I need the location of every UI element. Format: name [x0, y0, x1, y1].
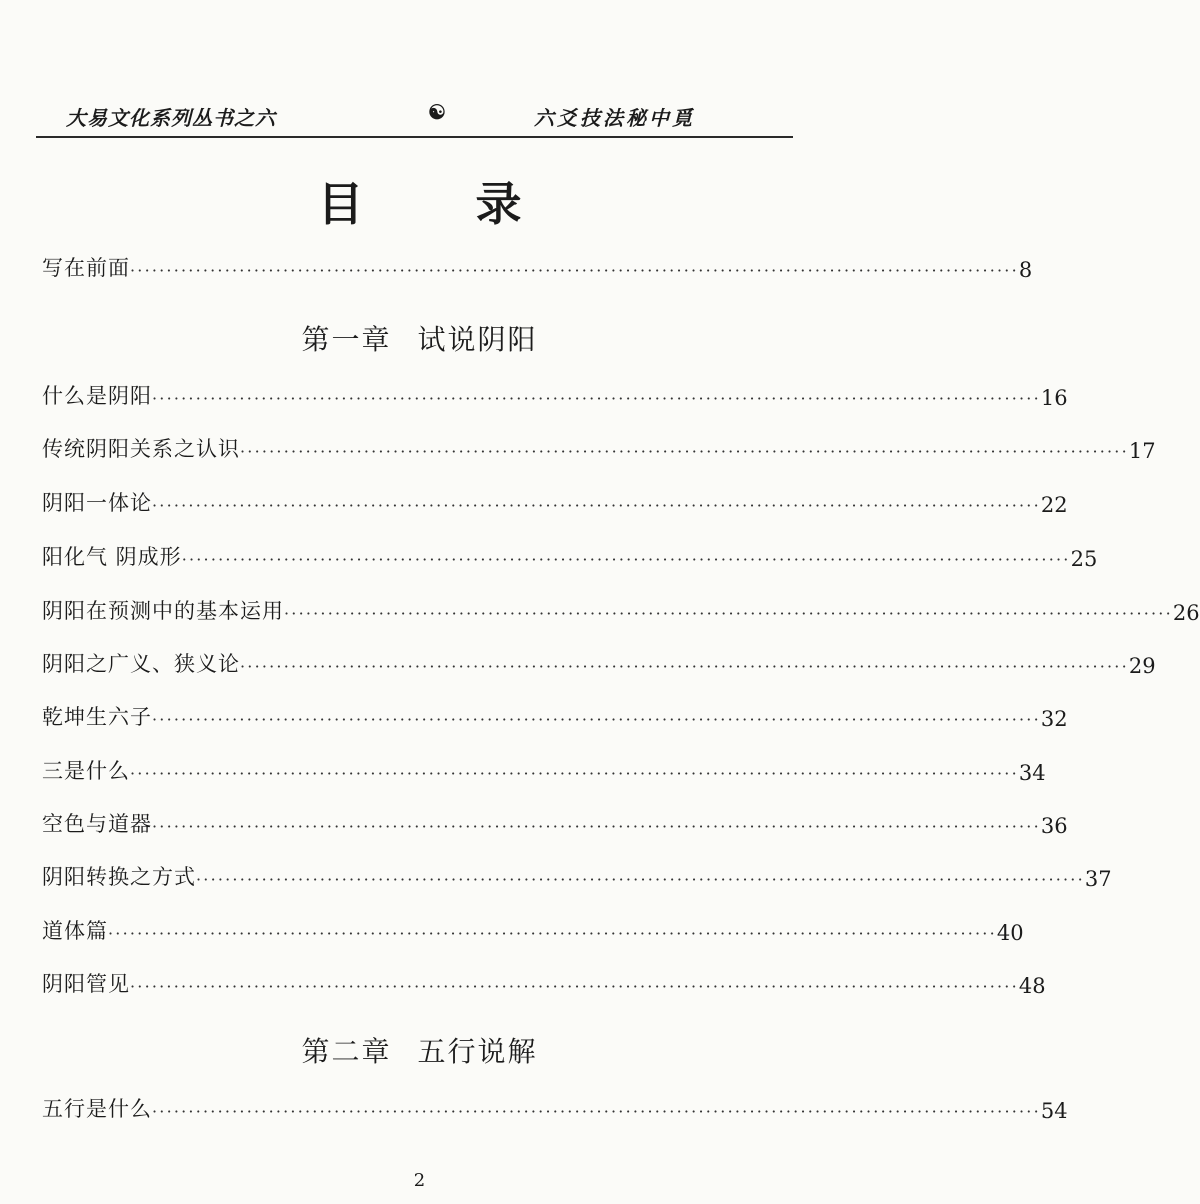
entry-title: 阴阳管见	[42, 972, 130, 996]
dot-leader: ··························································································································	[181, 550, 1071, 569]
entry-title: 空色与道器	[42, 812, 152, 836]
toc-entry[interactable]	[42, 487, 1068, 517]
dot-leader: ··························································································································	[130, 764, 1019, 783]
entry-page: 32	[1040, 707, 1068, 731]
entry-title: 三是什么	[42, 759, 130, 783]
toc-entry[interactable]	[42, 541, 1098, 571]
entry-page: 16	[1040, 386, 1068, 410]
toc-entry[interactable]	[42, 808, 1068, 838]
entry-title: 道体篇	[42, 919, 108, 943]
dot-leader: ··························································································································	[240, 657, 1129, 676]
entry-page: 26	[1172, 601, 1200, 625]
entry-page: 54	[1040, 1099, 1068, 1123]
entry-page: 37	[1084, 867, 1112, 891]
entry-page: 29	[1128, 654, 1156, 678]
chapter-title: 五行说解	[417, 1035, 538, 1068]
toc-entry[interactable]	[42, 968, 1046, 998]
taiji-icon: ☯	[428, 100, 446, 124]
page-number: 2	[413, 1170, 426, 1191]
toc-entry[interactable]	[42, 915, 1024, 945]
dot-leader: ··························································································································	[152, 1102, 1041, 1121]
entry-title: 阳化气 阴成形	[42, 545, 182, 569]
entry-page: 22	[1040, 493, 1068, 517]
entry-page: 36	[1040, 814, 1068, 838]
toc-entry[interactable]	[42, 433, 1156, 463]
toc-entry[interactable]	[42, 380, 1068, 410]
toc-entry[interactable]	[42, 648, 1156, 678]
toc-entry[interactable]	[42, 861, 1112, 891]
dot-leader: ··························································································································	[130, 261, 1019, 280]
book-title: 六爻技法秘中覓	[534, 106, 695, 130]
entry-page: 48	[1018, 974, 1046, 998]
entry-title: 五行是什么	[42, 1097, 152, 1121]
entry-title: 什么是阴阳	[42, 384, 152, 408]
dot-leader: ··························································································································	[108, 924, 997, 943]
toc-entry[interactable]	[42, 595, 1200, 625]
dot-leader: ··························································································································	[152, 817, 1041, 836]
dot-leader: ··························································································································	[284, 604, 1173, 623]
entry-title: 阴阳在预测中的基本运用	[42, 599, 284, 623]
chapter-heading-1	[0, 318, 839, 358]
entry-page: 34	[1018, 761, 1046, 785]
chapter-heading-2	[0, 1030, 839, 1070]
header-rule	[36, 136, 793, 138]
chapter-number: 第二章	[301, 1035, 392, 1068]
running-header	[36, 96, 793, 136]
toc-entry-preface[interactable]	[42, 252, 1033, 282]
chapter-number: 第一章	[301, 323, 392, 356]
toc-entry[interactable]	[42, 1093, 1068, 1123]
toc-entry[interactable]	[42, 701, 1068, 731]
entry-title: 写在前面	[42, 256, 130, 280]
entry-title: 阴阳一体论	[42, 491, 152, 515]
entry-title: 乾坤生六子	[42, 705, 152, 729]
entry-title: 阴阳之广义、狭义论	[42, 652, 240, 676]
dot-leader: ··························································································································	[130, 977, 1019, 996]
entry-page: 25	[1070, 547, 1098, 571]
entry-title: 阴阳转换之方式	[42, 865, 196, 889]
toc-entry[interactable]	[42, 755, 1046, 785]
dot-leader: ··························································································································	[196, 870, 1085, 889]
series-name: 大易文化系列丛书之六	[66, 106, 276, 130]
dot-leader: ··························································································································	[152, 496, 1041, 515]
dot-leader: ··························································································································	[152, 389, 1041, 408]
dot-leader: ··························································································································	[152, 710, 1041, 729]
entry-title: 传统阴阳关系之认识	[42, 437, 240, 461]
entry-page: 17	[1128, 439, 1156, 463]
toc-title: 目 录	[317, 177, 570, 231]
chapter-title: 试说阴阳	[417, 323, 538, 356]
entry-page: 40	[996, 921, 1024, 945]
entry-page: 8	[1018, 258, 1033, 282]
dot-leader: ··························································································································	[240, 442, 1129, 461]
